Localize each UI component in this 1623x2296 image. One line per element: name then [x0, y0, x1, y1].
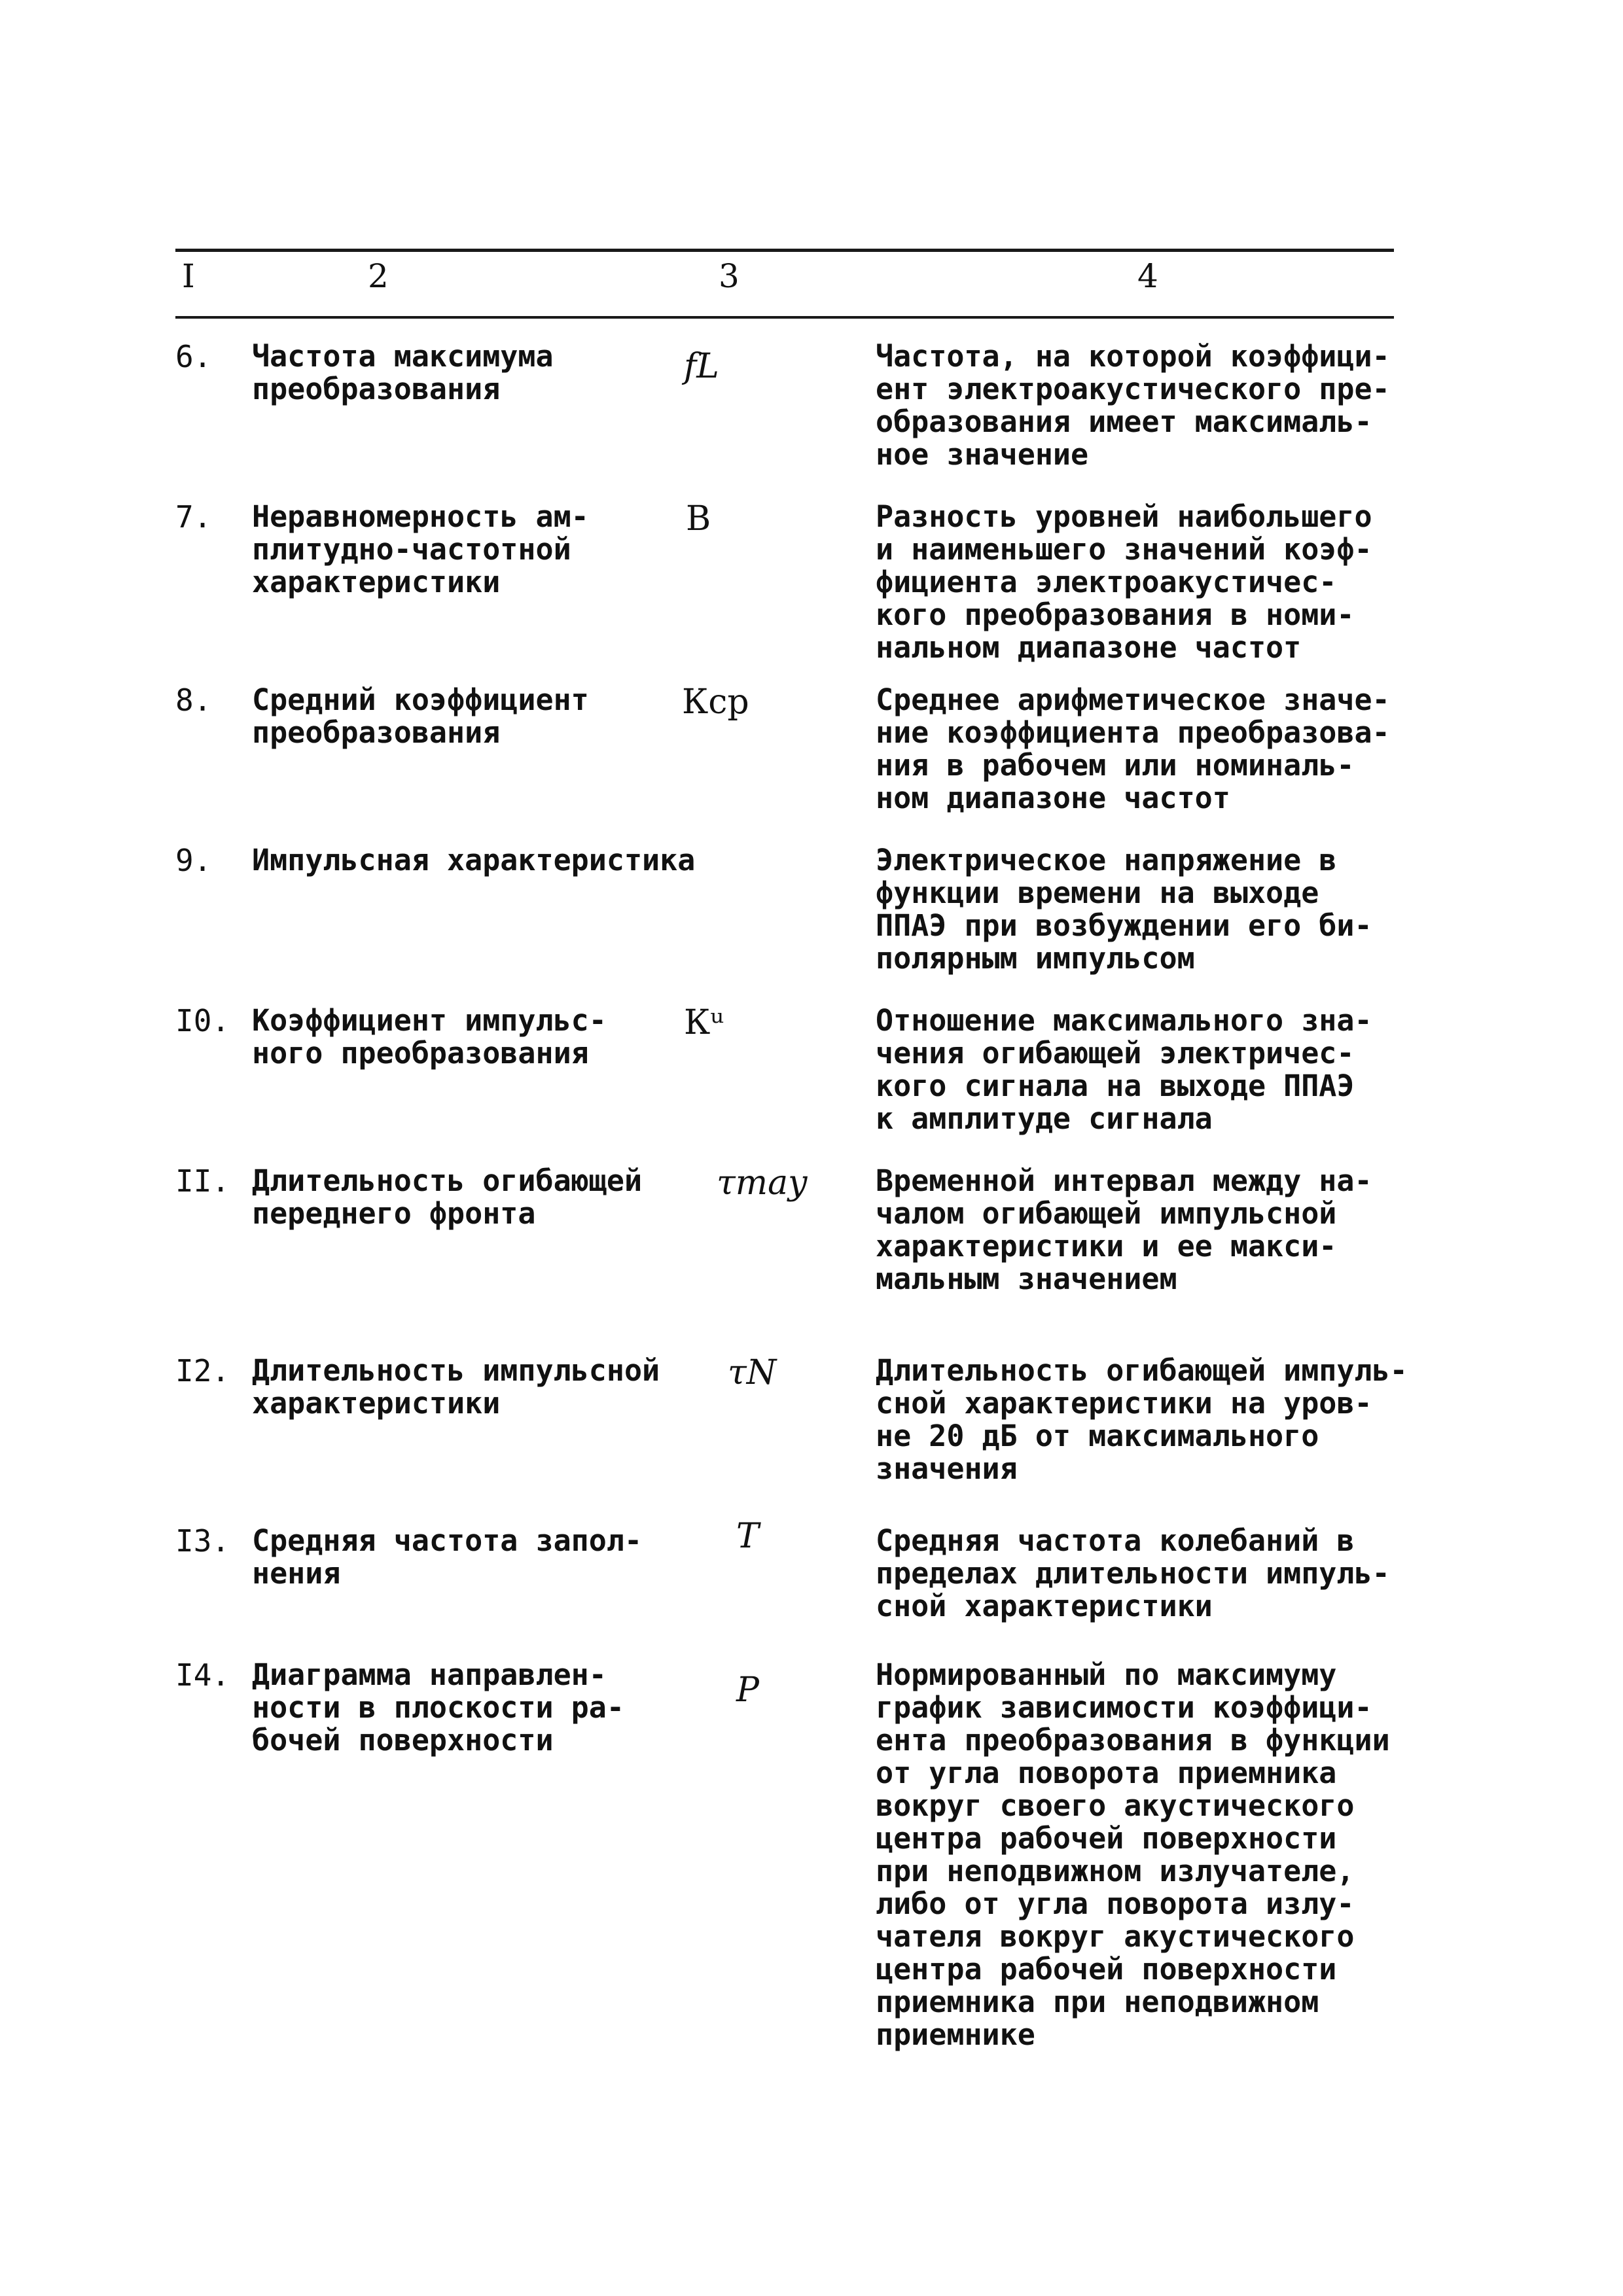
term-definition: Разность уровней наибольшего и наименьшего значений коэф- фициента электроакустичес- кого преобразования в номи- нальном диапазоне частот — [876, 499, 1372, 665]
row-number: I3. — [175, 1523, 230, 1559]
term-definition: Длительность огибающей импуль- сной характеристики на уров- не 20 дБ от максимального значения — [876, 1353, 1408, 1486]
term-name: Средний коэффициент преобразования — [252, 682, 589, 750]
table-top-rule — [175, 249, 1394, 252]
header-col-4: 4 — [1137, 257, 1158, 295]
row-number: I2. — [175, 1353, 230, 1388]
term-symbol: fL — [684, 347, 719, 386]
term-name: Длительность импульсной характеристики — [252, 1353, 660, 1421]
header-col-2: 2 — [368, 257, 389, 295]
term-name: Средняя частота запол- нения — [252, 1523, 643, 1591]
term-symbol: τN — [728, 1353, 777, 1392]
header-col-3: 3 — [719, 257, 740, 295]
row-number: I4. — [175, 1657, 230, 1693]
term-symbol: Кср — [682, 682, 749, 722]
term-definition: Нормированный по максимуму график зависимости коэффици- ента преобразования в функции от угла поворота приемника вокруг своего акустического центра рабочей поверхности при неподвижном излучателе, либо от угла поворота излу- чателя вокруг акустического центра рабочей поверхности приемника при неподвижном приемнике — [876, 1657, 1390, 2052]
term-symbol: Кᵘ — [684, 1003, 724, 1042]
row-number: 6. — [175, 339, 212, 374]
term-symbol: τmay — [717, 1163, 808, 1203]
term-name: Диаграмма направлен- ности в плоскости ра- бочей поверхности — [252, 1657, 624, 1757]
term-definition: Частота, на которой коэффици- ент электроакустического пре- образования имеет максималь- ное значение — [876, 339, 1390, 472]
row-number: 9. — [175, 843, 212, 878]
term-symbol: T — [736, 1517, 759, 1556]
table-header-rule — [175, 316, 1394, 319]
term-definition: Отношение максимального зна- чения огибающей электричес- кого сигнала на выходе ППАЭ к амплитуде сигнала — [876, 1003, 1372, 1136]
term-definition: Среднее арифметическое значе- ние коэффициента преобразова- ния в рабочем или номиналь- ном диапазоне частот — [876, 682, 1390, 815]
row-number: II. — [175, 1163, 230, 1199]
term-definition: Временной интервал между на- чалом огибающей импульсной характеристики и ее макси- мальным значением — [876, 1163, 1372, 1296]
row-number: 8. — [175, 682, 212, 718]
term-name: Коэффициент импульс- ного преобразования — [252, 1003, 607, 1070]
header-col-1: I — [182, 257, 195, 295]
row-number: I0. — [175, 1003, 230, 1038]
row-number: 7. — [175, 499, 212, 535]
term-name: Частота максимума преобразования — [252, 339, 554, 406]
term-symbol: B — [686, 499, 711, 539]
term-definition: Средняя частота колебаний в пределах длительности импуль- сной характеристики — [876, 1523, 1390, 1623]
term-symbol: P — [736, 1670, 759, 1710]
term-name: Длительность огибающей переднего фронта — [252, 1163, 643, 1231]
term-definition: Электрическое напряжение в функции времени на выходе ППАЭ при возбуждении его би- полярным импульсом — [876, 843, 1372, 976]
term-name: Неравномерность ам- плитудно-частотной характеристики — [252, 499, 589, 599]
term-name: Импульсная характеристика — [252, 843, 696, 877]
